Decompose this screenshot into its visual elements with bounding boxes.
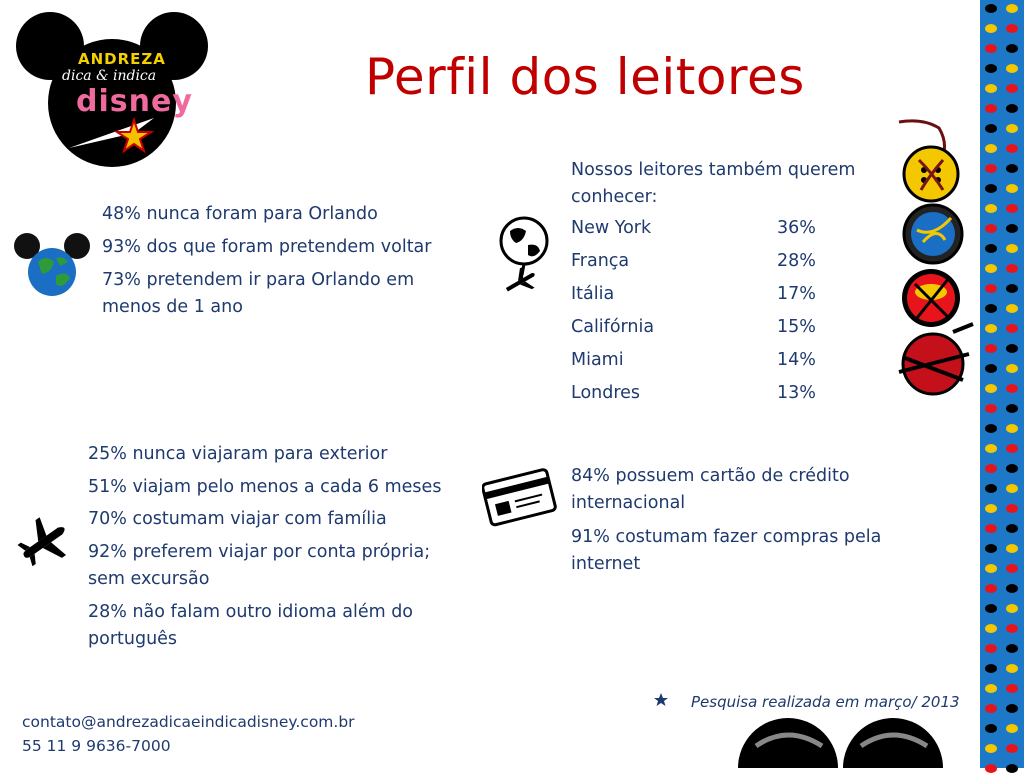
- stripe-dot: [985, 284, 997, 293]
- stripe-dot: [1006, 644, 1018, 653]
- globe-plane-icon: [496, 215, 552, 299]
- stripe-dot: [1006, 124, 1018, 133]
- stripe-dot: [1006, 384, 1018, 393]
- stripe-dot: [1006, 244, 1018, 253]
- stripe-dot: [985, 44, 997, 53]
- stripe-dot: [985, 544, 997, 553]
- stripe-dot: [985, 124, 997, 133]
- stripe-dot: [1006, 24, 1018, 33]
- stripe-dot: [985, 24, 997, 33]
- travel-stat-1: 25% nunca viajaram para exterior: [88, 444, 388, 464]
- stripe-dot: [1006, 744, 1018, 753]
- contact-phone: 55 11 9 9636-7000: [22, 737, 171, 755]
- stripe-dot: [985, 164, 997, 173]
- stripe-dot: [985, 244, 997, 253]
- travel-stat-4-cont: sem excursão: [88, 569, 210, 589]
- logo-line3: disney: [76, 84, 193, 119]
- stripe-dot: [1006, 764, 1018, 773]
- stripe-dot: [985, 224, 997, 233]
- credit-card-icon: [482, 466, 558, 528]
- logo: [14, 8, 214, 170]
- stripe-dot: [1006, 604, 1018, 613]
- stripe-dot: [985, 624, 997, 633]
- destination-name: França: [571, 251, 630, 271]
- orlando-stat-2: 93% dos que foram pretendem voltar: [102, 237, 432, 257]
- credit-stat-1: 84% possuem cartão de crédito: [571, 466, 850, 486]
- stripe-dot: [985, 304, 997, 313]
- stripe-dot: [985, 764, 997, 773]
- credit-stat-1-cont: internacional: [571, 493, 686, 513]
- credit-stat-2: 91% costumam fazer compras pela: [571, 527, 882, 547]
- page-title: Perfil dos leitores: [365, 48, 805, 106]
- stripe-dot: [1006, 524, 1018, 533]
- stripe-dot: [985, 344, 997, 353]
- stripe-dot: [1006, 684, 1018, 693]
- stripe-dot: [1006, 44, 1018, 53]
- destination-pct: 17%: [777, 284, 816, 304]
- stripe-dot: [1006, 304, 1018, 313]
- destination-name: New York: [571, 218, 652, 238]
- destination-pct: 36%: [777, 218, 816, 238]
- contact-email: contato@andrezadicaeindicadisney.com.br: [22, 713, 355, 731]
- stripe-dot: [1006, 624, 1018, 633]
- stripe-dot: [1006, 344, 1018, 353]
- stripe-dot: [1006, 64, 1018, 73]
- stripe-dot: [1006, 404, 1018, 413]
- stripe-dot: [985, 364, 997, 373]
- footnote: Pesquisa realizada em março/ 2013: [691, 693, 960, 711]
- travel-stat-5-cont: português: [88, 629, 178, 649]
- destination-name: Londres: [571, 383, 641, 403]
- mickey-ears-decoration: [738, 716, 948, 768]
- stripe-dot: [1006, 724, 1018, 733]
- stripe-dot: [1006, 204, 1018, 213]
- stripe-dot: [1006, 504, 1018, 513]
- destination-name: Itália: [571, 284, 615, 304]
- stripe-dot: [985, 184, 997, 193]
- stripe-dot: [1006, 144, 1018, 153]
- airplane-icon: [16, 516, 70, 570]
- stripe-dot: [985, 684, 997, 693]
- stripe-dot: [1006, 584, 1018, 593]
- stripe-dot: [985, 584, 997, 593]
- credit-stat-2-cont: internet: [571, 554, 641, 574]
- destination-pct: 14%: [777, 350, 816, 370]
- stripe-dot: [985, 524, 997, 533]
- stripe-dot: [985, 704, 997, 713]
- travel-stat-2: 51% viajam pelo menos a cada 6 meses: [88, 477, 442, 497]
- destination-pct: 28%: [777, 251, 816, 271]
- mickey-globe-icon: [12, 232, 92, 298]
- stripe-dot: [985, 4, 997, 13]
- stripe-dot: [1006, 224, 1018, 233]
- dotted-stripe: [980, 0, 1024, 768]
- destination-name: Califórnia: [571, 317, 655, 337]
- stripe-dot: [985, 484, 997, 493]
- travel-stat-3: 70% costumam viajar com família: [88, 509, 387, 529]
- travel-stat-4: 92% preferem viajar por conta própria;: [88, 542, 431, 562]
- destinations-intro-2: conhecer:: [571, 187, 658, 207]
- stripe-dot: [985, 664, 997, 673]
- stripe-dot: [985, 264, 997, 273]
- stripe-dot: [985, 404, 997, 413]
- stripe-dot: [985, 604, 997, 613]
- stripe-dot: [1006, 704, 1018, 713]
- stripe-dot: [1006, 544, 1018, 553]
- stripe-dot: [985, 744, 997, 753]
- stripe-dot: [1006, 104, 1018, 113]
- orlando-stat-3: 73% pretendem ir para Orlando em: [102, 270, 415, 290]
- stripe-dot: [985, 104, 997, 113]
- stripe-dot: [985, 504, 997, 513]
- stripe-dot: [985, 64, 997, 73]
- logo-line2: dica & indica: [62, 68, 157, 84]
- travel-stat-5: 28% não falam outro idioma além do: [88, 602, 414, 622]
- stripe-dot: [1006, 564, 1018, 573]
- logo-line1: ANDREZA: [78, 50, 166, 68]
- stripe-dot: [1006, 324, 1018, 333]
- stripe-dot: [1006, 284, 1018, 293]
- stripe-dot: [1006, 424, 1018, 433]
- stripe-dot: [985, 464, 997, 473]
- stripe-dot: [1006, 464, 1018, 473]
- stripe-dot: [1006, 4, 1018, 13]
- orlando-stat-3-cont: menos de 1 ano: [102, 297, 243, 317]
- stripe-dot: [985, 84, 997, 93]
- buttons-decoration: [893, 118, 978, 400]
- destinations-intro-1: Nossos leitores também querem: [571, 160, 856, 180]
- destination-pct: 13%: [777, 383, 816, 403]
- stripe-dot: [985, 424, 997, 433]
- stripe-dot: [985, 144, 997, 153]
- destination-name: Miami: [571, 350, 624, 370]
- stripe-dot: [1006, 364, 1018, 373]
- destination-pct: 15%: [777, 317, 816, 337]
- stripe-dot: [985, 564, 997, 573]
- stripe-dot: [985, 324, 997, 333]
- stripe-dot: [985, 384, 997, 393]
- stripe-dot: [1006, 484, 1018, 493]
- stripe-dot: [1006, 264, 1018, 273]
- star-icon: [654, 693, 668, 707]
- orlando-stat-1: 48% nunca foram para Orlando: [102, 204, 378, 224]
- stripe-dot: [1006, 664, 1018, 673]
- stripe-dot: [1006, 164, 1018, 173]
- stripe-dot: [985, 204, 997, 213]
- stripe-dot: [1006, 184, 1018, 193]
- stripe-dot: [1006, 444, 1018, 453]
- stripe-dot: [985, 444, 997, 453]
- stripe-dot: [1006, 84, 1018, 93]
- stripe-dot: [985, 644, 997, 653]
- stripe-dot: [985, 724, 997, 733]
